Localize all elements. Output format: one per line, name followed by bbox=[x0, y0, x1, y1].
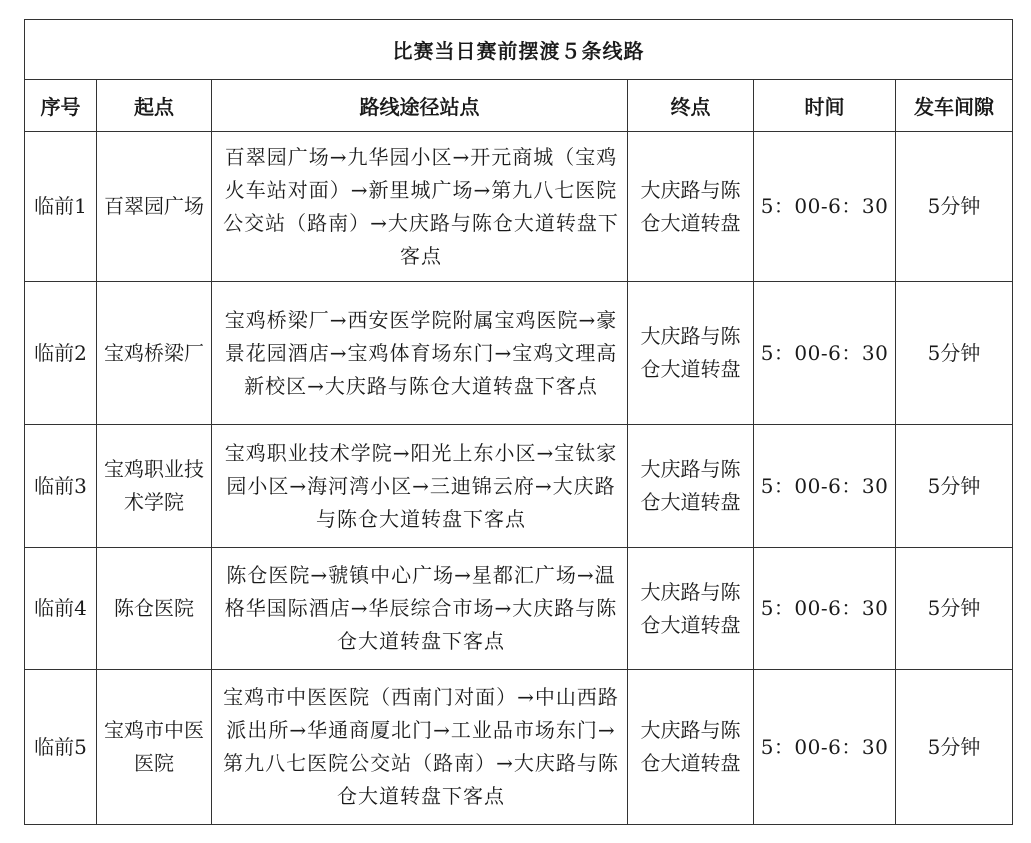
header-interval: 发车间隙 bbox=[896, 80, 1013, 132]
row-interval: 5分钟 bbox=[896, 548, 1013, 670]
header-time: 时间 bbox=[754, 80, 896, 132]
row-start: 宝鸡市中医医院 bbox=[97, 670, 212, 825]
header-route: 路线途径站点 bbox=[212, 80, 628, 132]
row-time: 5：00-6：30 bbox=[754, 282, 896, 425]
row-start: 百翠园广场 bbox=[97, 132, 212, 282]
row-route: 宝鸡桥梁厂→西安医学院附属宝鸡医院→豪景花园酒店→宝鸡体育场东门→宝鸡文理高新校区→大庆路与陈仓大道转盘下客点 bbox=[212, 282, 628, 425]
row-index: 临前1 bbox=[25, 132, 97, 282]
row-index: 临前5 bbox=[25, 670, 97, 825]
header-index: 序号 bbox=[25, 80, 97, 132]
title-row bbox=[25, 20, 1013, 80]
header-row bbox=[25, 80, 1013, 132]
row-time: 5：00-6：30 bbox=[754, 548, 896, 670]
row-route: 宝鸡市中医医院（西南门对面）→中山西路派出所→华通商厦北门→工业品市场东门→第九八七医院公交站（路南）→大庆路与陈仓大道转盘下客点 bbox=[212, 670, 628, 825]
header-start: 起点 bbox=[97, 80, 212, 132]
row-end: 大庆路与陈仓大道转盘 bbox=[628, 132, 754, 282]
row-end: 大庆路与陈仓大道转盘 bbox=[628, 670, 754, 825]
row-time: 5：00-6：30 bbox=[754, 425, 896, 548]
table-row bbox=[25, 282, 1013, 425]
table-row bbox=[25, 548, 1013, 670]
table-row bbox=[25, 132, 1013, 282]
row-end: 大庆路与陈仓大道转盘 bbox=[628, 425, 754, 548]
row-end: 大庆路与陈仓大道转盘 bbox=[628, 548, 754, 670]
row-start: 宝鸡职业技术学院 bbox=[97, 425, 212, 548]
row-index: 临前3 bbox=[25, 425, 97, 548]
row-route: 百翠园广场→九华园小区→开元商城（宝鸡火车站对面）→新里城广场→第九八七医院公交站（路南）→大庆路与陈仓大道转盘下客点 bbox=[212, 132, 628, 282]
row-index: 临前4 bbox=[25, 548, 97, 670]
row-index: 临前2 bbox=[25, 282, 97, 425]
row-start: 陈仓医院 bbox=[97, 548, 212, 670]
row-interval: 5分钟 bbox=[896, 670, 1013, 825]
header-end: 终点 bbox=[628, 80, 754, 132]
row-route: 宝鸡职业技术学院→阳光上东小区→宝钛家园小区→海河湾小区→三迪锦云府→大庆路与陈仓大道转盘下客点 bbox=[212, 425, 628, 548]
row-time: 5：00-6：30 bbox=[754, 670, 896, 825]
row-interval: 5分钟 bbox=[896, 282, 1013, 425]
table-row bbox=[25, 670, 1013, 825]
shuttle-route-table bbox=[24, 19, 1013, 825]
row-interval: 5分钟 bbox=[896, 132, 1013, 282]
table-title: 比赛当日赛前摆渡５条线路 bbox=[25, 20, 1013, 80]
row-time: 5：00-6：30 bbox=[754, 132, 896, 282]
table-row bbox=[25, 425, 1013, 548]
row-end: 大庆路与陈仓大道转盘 bbox=[628, 282, 754, 425]
row-route: 陈仓医院→虢镇中心广场→星都汇广场→温格华国际酒店→华辰综合市场→大庆路与陈仓大道转盘下客点 bbox=[212, 548, 628, 670]
row-interval: 5分钟 bbox=[896, 425, 1013, 548]
row-start: 宝鸡桥梁厂 bbox=[97, 282, 212, 425]
